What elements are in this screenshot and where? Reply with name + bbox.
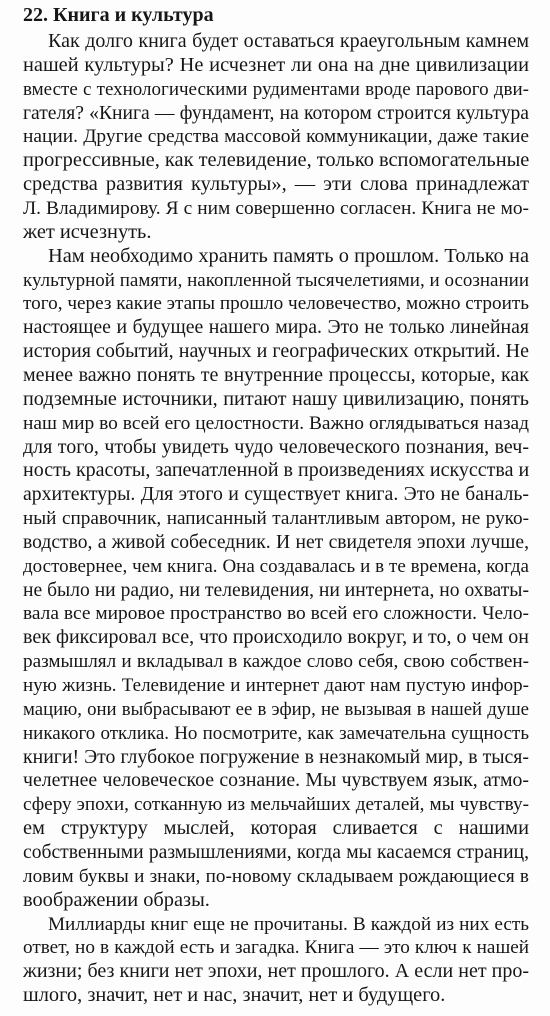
text-line: челетнее человеческое сознание. Мы чувствуем язык, атмо-: [23, 769, 529, 792]
text-line: для того, чтобы увидеть чудо человеческого познания, веч-: [23, 435, 529, 458]
text-line: жет исчезнуть.: [23, 220, 152, 243]
text-line: архитектуры. Для этого и существует книга. Это не баналь-: [23, 483, 529, 506]
text-line: ловим буквы и знаки, по-новому складываем рождающиеся в: [23, 865, 529, 887]
text-line: подземные источники, питают нашу цивилизацию, понять: [23, 387, 529, 410]
text-line: водство, а живой собеседник. И нет свидетеля эпохи лучше,: [23, 531, 529, 553]
text-line: мацию, они выбрасывают ее в эфир, не вызывая в нашей душе: [23, 698, 529, 720]
text-line: нации. Другие средства массовой коммуникации, даже такие: [23, 126, 529, 148]
text-line: ность красоты, запечатленной в произведениях искусства и: [23, 459, 529, 482]
text-line: культурной памяти, накопленной тысячелетиями, и осознании: [23, 269, 529, 291]
text-line: жизни; без книги нет эпохи, нет прошлого. А если нет про-: [23, 960, 529, 983]
text-line: нашей культуры? Не исчезнет ли она на дне цивилизации: [23, 53, 529, 76]
text-line: достовернее, чем книга. Она создавалась и в те времена, когда: [23, 555, 529, 577]
section-heading: 22. Книга и культура: [23, 4, 214, 26]
text-line: книги! Это глубокое погружение в незнакомый мир, в тыся-: [23, 745, 529, 768]
text-line: сферу эпохи, сотканную из мельчайших деталей, мы чувству-: [23, 794, 529, 816]
text-line: история событий, научных и географических открытий. Не: [23, 340, 529, 363]
text-line: шлого, значит, нет и нас, значит, нет и будущего.: [23, 984, 446, 1007]
text-line: ем структуру мыслей, которая сливается с нашими: [23, 817, 529, 840]
text-line: не было ни радио, ни телевидения, ни интернета, но охваты-: [23, 579, 529, 601]
text-line: прогрессивные, как телевидение, только вспомогательные: [23, 149, 529, 172]
text-line: средства развития культуры», — эти слова принадлежат: [23, 173, 529, 196]
text-line: ный справочник, написанный талантливым автором, не руко-: [23, 508, 529, 530]
text-line: ответ, но в каждой есть и загадка. Книга — это ключ к нашей: [23, 937, 529, 959]
text-line: собственными размышлениями, когда мы касаемся страниц,: [23, 842, 529, 864]
text-line: наш мир во всей его целостности. Важно оглядываться назад: [23, 412, 529, 434]
text-line: вала все мировое пространство во всей его сложности. Чело-: [23, 603, 529, 625]
text-line: никакого отклика. Но посмотрите, как замечательна сущность: [23, 722, 529, 744]
text-line: Как долго книга будет оставаться краеугольным камнем: [48, 30, 529, 52]
text-line: размышлял и вкладывал в каждое слово себя, свою собствен-: [23, 651, 529, 673]
text-line: вместе с технологическими рудиментами вроде парового дви-: [23, 78, 529, 100]
text-line: воображении образы.: [23, 888, 210, 911]
text-line: настоящее и будущее нашего мира. Это не только линейная: [23, 316, 529, 339]
text-line: гателя? «Книга — фундамент, на котором строится культура: [23, 102, 529, 124]
text-line: Миллиарды книг еще не прочитаны. В каждой из них есть: [48, 913, 529, 935]
text-line: ную жизнь. Телевидение и интернет дают нам пустую инфор-: [23, 675, 529, 697]
text-line: век фиксировал все, что происходило вокруг, и то, о чем он: [23, 626, 529, 649]
text-line: того, через какие этапы прошло человечество, можно строить: [23, 293, 529, 315]
text-line: менее важно понять те внутренние процессы, которые, как: [23, 363, 529, 386]
text-line: Л. Владимирову. Я с ним совершенно согласен. Книга не мо-: [23, 197, 529, 219]
text-line: Нам необходимо хранить память о прошлом. Только на: [48, 244, 529, 267]
